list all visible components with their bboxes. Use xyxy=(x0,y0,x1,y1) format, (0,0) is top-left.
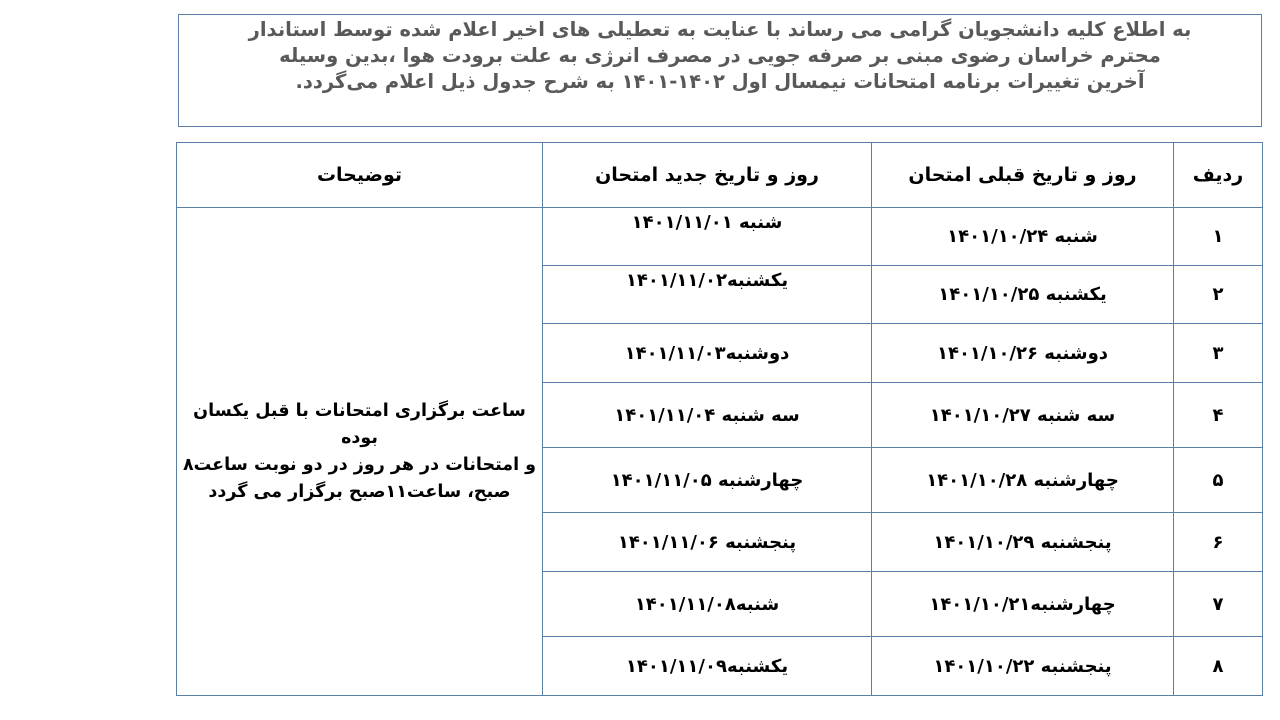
table-row xyxy=(177,208,1263,266)
row-number: ۵ xyxy=(1174,448,1263,513)
description-line-1: ساعت برگزاری امتحانات با قبل یکسان بوده xyxy=(193,400,526,448)
new-date-cell xyxy=(543,513,872,572)
description-line-2: و امتحانات در هر روز در دو نوبت ساعت۸ xyxy=(182,454,537,475)
new-date-cell xyxy=(543,448,872,513)
row-number: ۸ xyxy=(1174,637,1263,696)
exam-schedule-table xyxy=(176,142,1263,696)
header-new-date: روز و تاریخ جدید امتحان xyxy=(543,143,872,208)
announcement-line-3: آخرین تغییرات برنامه امتحانات نیمسال اول ۱۴۰۲-۱۴۰۱ به شرح جدول ذیل اعلام می‌گردد. xyxy=(295,70,1145,93)
old-date-cell: دوشنبه ۱۴۰۱/۱۰/۲۶ xyxy=(872,324,1174,383)
new-date-cell xyxy=(543,266,872,324)
new-date-text: دوشنبه۱۴۰۱/۱۱/۰۳ xyxy=(624,342,790,364)
new-date-text: شنبه۱۴۰۱/۱۱/۰۸ xyxy=(634,593,780,615)
announcement-box xyxy=(178,14,1262,127)
description-cell xyxy=(177,208,543,696)
row-number: ۶ xyxy=(1174,513,1263,572)
description-line-3: صبح، ساعت۱۱صبح برگزار می گردد xyxy=(208,481,511,502)
row-number: ۱ xyxy=(1174,208,1263,266)
new-date-cell xyxy=(543,383,872,448)
new-date-text: پنجشنبه ۱۴۰۱/۱۱/۰۶ xyxy=(617,531,797,553)
old-date-cell: یکشنبه ۱۴۰۱/۱۰/۲۵ xyxy=(872,266,1174,324)
new-date-cell xyxy=(543,572,872,637)
old-date-cell: پنجشنبه ۱۴۰۱/۱۰/۲۹ xyxy=(872,513,1174,572)
new-date-cell xyxy=(543,208,872,266)
header-description: توضیحات xyxy=(177,143,543,208)
row-number: ۳ xyxy=(1174,324,1263,383)
header-old-date: روز و تاریخ قبلی امتحان xyxy=(872,143,1174,208)
old-date-cell: چهارشنبه۱۴۰۱/۱۰/۲۱ xyxy=(872,572,1174,637)
row-number: ۲ xyxy=(1174,266,1263,324)
new-date-cell xyxy=(543,324,872,383)
new-date-cell xyxy=(543,637,872,696)
old-date-cell: شنبه ۱۴۰۱/۱۰/۲۴ xyxy=(872,208,1174,266)
new-date-text: چهارشنبه ۱۴۰۱/۱۱/۰۵ xyxy=(610,469,804,491)
new-date-text: یکشنبه۱۴۰۱/۱۱/۰۹ xyxy=(625,655,789,677)
announcement-line-2: محترم خراسان رضوی مبنی بر صرفه جویی در مصرف انرژی به علت برودت هوا ،بدین وسیله xyxy=(279,44,1161,67)
new-date-text: شنبه ۱۴۰۱/۱۱/۰۱ xyxy=(631,212,783,233)
old-date-cell: سه شنبه ۱۴۰۱/۱۰/۲۷ xyxy=(872,383,1174,448)
header-row-number: ردیف xyxy=(1174,143,1263,208)
announcement-line-1: به اطلاع کلیه دانشجویان گرامی می رساند با عنایت به تعطیلی های اخیر اعلام شده توسط استاندار xyxy=(248,18,1192,41)
table-header-row xyxy=(177,143,1263,208)
old-date-cell: چهارشنبه ۱۴۰۱/۱۰/۲۸ xyxy=(872,448,1174,513)
row-number: ۷ xyxy=(1174,572,1263,637)
row-number: ۴ xyxy=(1174,383,1263,448)
new-date-text: سه شنبه ۱۴۰۱/۱۱/۰۴ xyxy=(614,404,800,426)
new-date-text: یکشنبه۱۴۰۱/۱۱/۰۲ xyxy=(625,270,789,291)
old-date-cell: پنجشنبه ۱۴۰۱/۱۰/۲۲ xyxy=(872,637,1174,696)
